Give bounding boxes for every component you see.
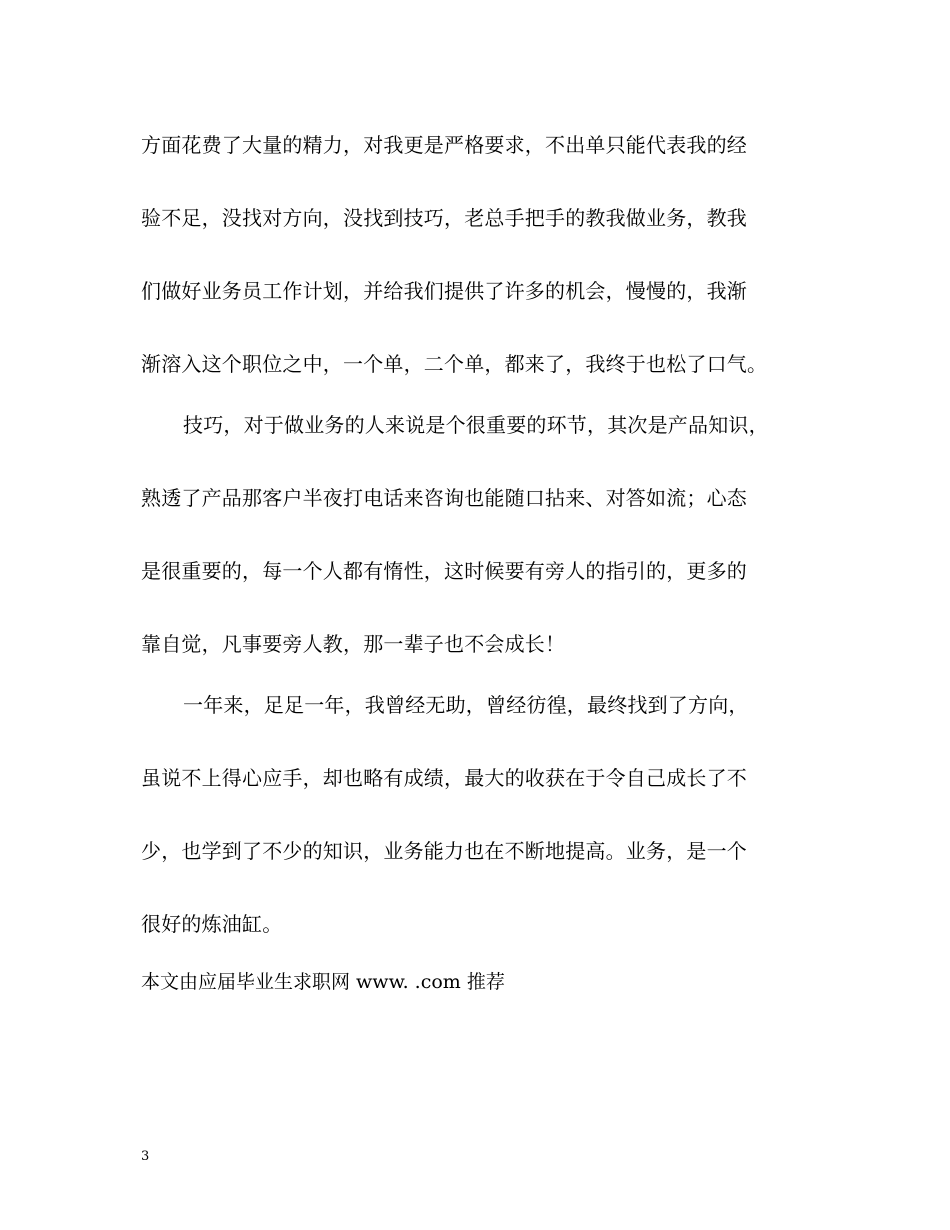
body-text-line: 方面花费了大量的精力，对我更是严格要求，不出单只能代表我的经: [141, 133, 747, 157]
body-text-line: 很好的炼油缸。: [141, 912, 283, 936]
page-number: 3: [141, 1149, 150, 1164]
source-attribution: 本文由应届毕业生求职网 www. .com 推荐: [141, 971, 505, 993]
body-text-line: 虽说不上得心应手，却也略有成绩，最大的收获在于令自己成长了不: [141, 766, 747, 790]
body-text-line: 熟透了产品那客户半夜打电话来咨询也能随口拈来、对答如流；心态: [141, 486, 747, 510]
body-text-line: 渐溶入这个职位之中，一个单，二个单，都来了，我终于也松了口气。: [141, 352, 768, 376]
paragraph-first-line: 一年来，足足一年，我曾经无助，曾经彷徨，最终找到了方向，: [183, 693, 749, 717]
body-text-line: 验不足，没找对方向，没找到技巧，老总手把手的教我做业务，教我: [141, 206, 747, 230]
body-text-line: 少，也学到了不少的知识，业务能力也在不断地提高。业务，是一个: [141, 839, 747, 863]
body-text-line: 们做好业务员工作计划，并给我们提供了许多的机会，慢慢的，我渐: [141, 279, 747, 303]
body-text-line: 是很重要的，每一个人都有惰性，这时候要有旁人的指引的，更多的: [141, 559, 747, 583]
body-text-line: 靠自觉，凡事要旁人教，那一辈子也不会成长！: [141, 632, 566, 656]
paragraph-first-line: 技巧，对于做业务的人来说是个很重要的环节，其次是产品知识，: [183, 413, 769, 437]
